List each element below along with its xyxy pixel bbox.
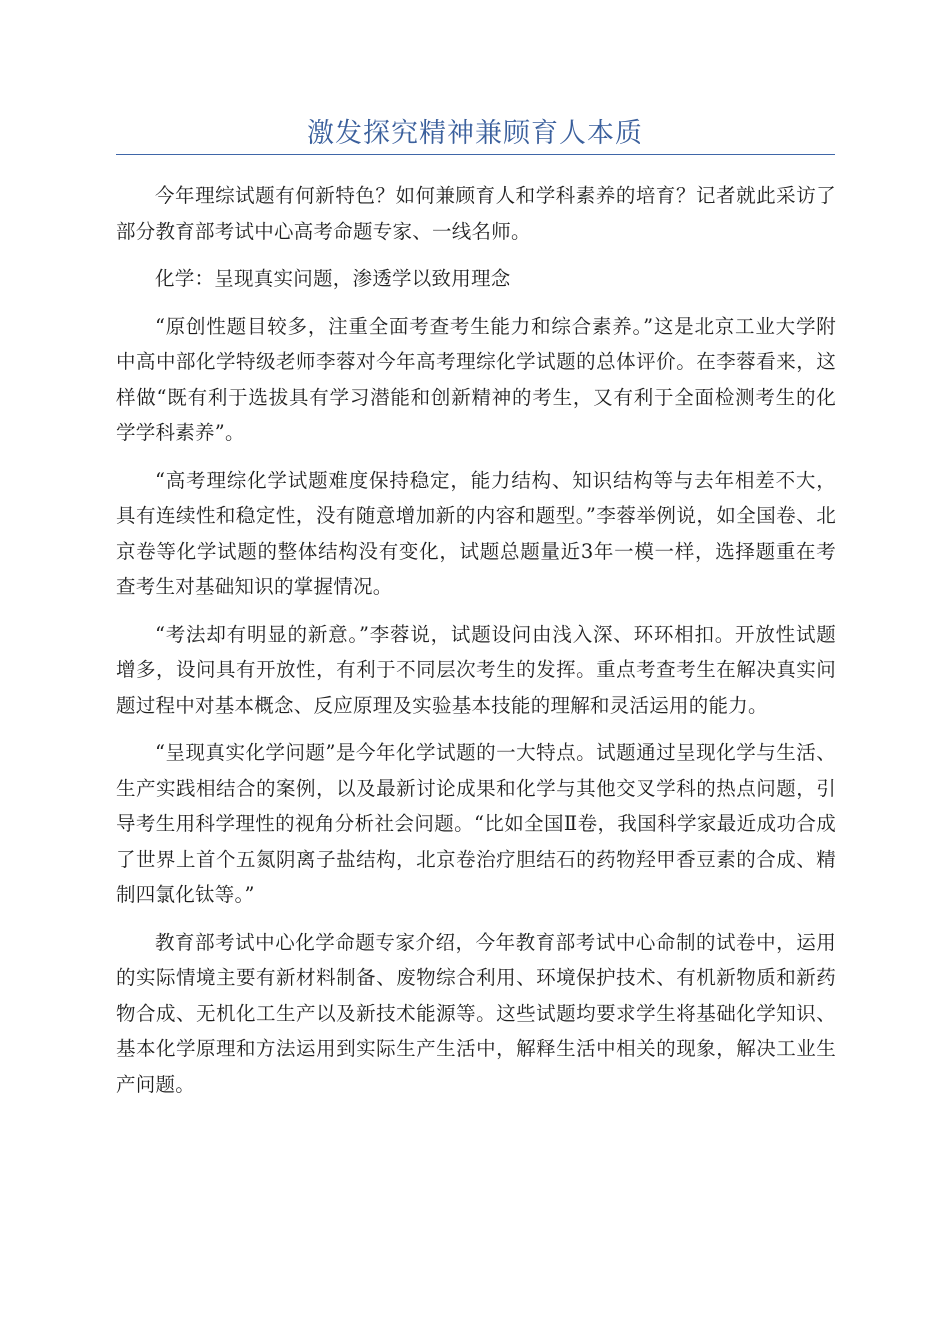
- document-body: [116, 178, 836, 1114]
- document-title: 激发探究精神兼顾育人本质: [307, 118, 643, 149]
- paragraph: “考法却有明显的新意。”李蓉说，试题设问由浅入深、环环相扣。开放性试题增多，设问具有开放性，有利于不同层次考生的发挥。重点考查考生在解决真实问题过程中对基本概念、反应原理及实验基本技能的理解和灵活运用的能力。: [116, 622, 836, 717]
- paragraph: “原创性题目较多，注重全面考查考生能力和综合素养。”这是北京工业大学附中高中部化学特级老师李蓉对今年高考理综化学试题的总体评价。在李蓉看来，这样做“既有利于选拔具有学习潜能和创新精神的考生，又有利于全面检测考生的化学学科素养”。: [116, 314, 836, 444]
- title-underline: [116, 154, 835, 155]
- paragraph: 教育部考试中心化学命题专家介绍，今年教育部考试中心命制的试卷中，运用的实际情境主要有新材料制备、废物综合利用、环境保护技术、有机新物质和新药物合成、无机化工生产以及新技术能源等。这些试题均要求学生将基础化学知识、基本化学原理和方法运用到实际生产生活中，解释生活中相关的现象，解决工业生产问题。: [116, 930, 836, 1096]
- paragraph: “呈现真实化学问题”是今年化学试题的一大特点。试题通过呈现化学与生活、生产实践相结合的案例，以及最新讨论成果和化学与其他交叉学科的热点问题，引导考生用科学理性的视角分析社会问题。“比如全国Ⅱ卷，我国科学家最近成功合成了世界上首个五氮阴离子盐结构，北京卷治疗胆结石的药物羟甲香豆素的合成、精制四氯化钛等。”: [116, 741, 836, 906]
- section-heading-chemistry: 化学：呈现真实问题，渗透学以致用理念: [155, 267, 511, 290]
- paragraph: “高考理综化学试题难度保持稳定，能力结构、知识结构等与去年相差不大，具有连续性和稳定性，没有随意增加新的内容和题型。”李蓉举例说，如全国卷、北京卷等化学试题的整体结构没有变化，试题总题量近3年一模一样，选择题重在考查考生对基础知识的掌握情况。: [116, 468, 836, 598]
- paragraph-intro: 今年理综试题有何新特色？如何兼顾育人和学科素养的培育？记者就此采访了部分教育部考试中心高考命题专家、一线名师。: [116, 184, 836, 243]
